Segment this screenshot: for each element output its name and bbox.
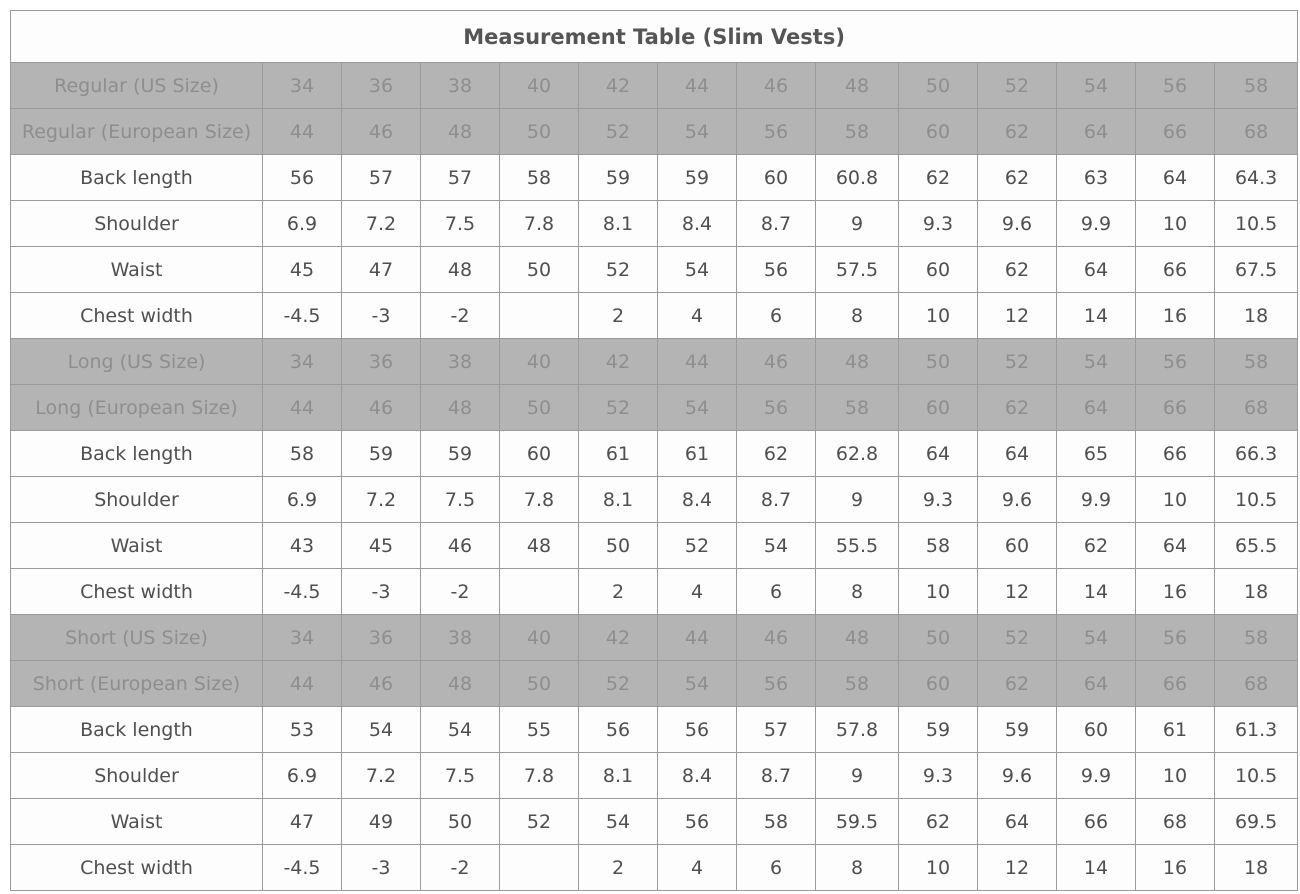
table-cell: 65.5 [1215, 523, 1298, 569]
table-cell: 52 [978, 63, 1057, 109]
table-cell: 9.3 [899, 201, 978, 247]
row-label: Waist [11, 799, 263, 845]
table-cell: 60 [899, 661, 978, 707]
table-cell: 64 [1136, 523, 1215, 569]
table-cell: 50 [500, 109, 579, 155]
table-cell: 48 [421, 247, 500, 293]
table-cell: -4.5 [263, 569, 342, 615]
table-cell: 58 [899, 523, 978, 569]
table-cell: 68 [1136, 799, 1215, 845]
table-cell: 64 [1057, 385, 1136, 431]
table-cell: 9.6 [978, 753, 1057, 799]
table-cell: 68 [1215, 109, 1298, 155]
table-cell: 64 [1057, 661, 1136, 707]
table-header-row [11, 661, 1298, 707]
table-cell: 52 [658, 523, 737, 569]
table-cell: 46 [737, 339, 816, 385]
table-cell: 56 [1136, 615, 1215, 661]
table-cell: 54 [658, 385, 737, 431]
table-cell: 7.8 [500, 477, 579, 523]
table-cell: 56 [737, 661, 816, 707]
table-cell: 52 [579, 661, 658, 707]
table-cell: 8.4 [658, 753, 737, 799]
table-cell: 61 [1136, 707, 1215, 753]
table-cell: 40 [500, 615, 579, 661]
table-cell: 61 [579, 431, 658, 477]
table-cell: 44 [263, 385, 342, 431]
row-label: Waist [11, 247, 263, 293]
table-cell: 18 [1215, 845, 1298, 891]
table-row [11, 845, 1298, 891]
table-cell: 58 [737, 799, 816, 845]
table-row [11, 569, 1298, 615]
table-cell: 62 [737, 431, 816, 477]
table-title-row [11, 11, 1298, 63]
table-cell: 62 [899, 155, 978, 201]
table-cell: 10.5 [1215, 201, 1298, 247]
table-cell: 68 [1215, 385, 1298, 431]
table-cell: 54 [658, 109, 737, 155]
table-cell: 56 [579, 707, 658, 753]
table-cell: 54 [421, 707, 500, 753]
table-row [11, 431, 1298, 477]
table-cell: 66.3 [1215, 431, 1298, 477]
table-cell: 12 [978, 569, 1057, 615]
table-cell: 50 [500, 247, 579, 293]
table-cell: -2 [421, 293, 500, 339]
table-cell: 59 [658, 155, 737, 201]
table-cell: 56 [658, 707, 737, 753]
table-cell: 54 [579, 799, 658, 845]
table-cell: 50 [899, 615, 978, 661]
table-cell: 42 [579, 615, 658, 661]
table-cell: 56 [1136, 63, 1215, 109]
table-cell: 66 [1136, 431, 1215, 477]
table-cell: 54 [1057, 63, 1136, 109]
table-header-row [11, 339, 1298, 385]
table-cell: 56 [658, 799, 737, 845]
table-cell: 59 [421, 431, 500, 477]
table-cell: 59 [579, 155, 658, 201]
table-row [11, 477, 1298, 523]
table-cell: 64 [1057, 109, 1136, 155]
table-cell: 50 [500, 661, 579, 707]
table-cell: 58 [816, 109, 899, 155]
table-cell: 48 [421, 385, 500, 431]
table-cell: 62 [978, 109, 1057, 155]
table-cell: 69.5 [1215, 799, 1298, 845]
table-cell: 9.6 [978, 477, 1057, 523]
table-cell: -3 [342, 845, 421, 891]
table-cell: 60 [500, 431, 579, 477]
table-cell: 68 [1215, 661, 1298, 707]
table-cell: 58 [1215, 615, 1298, 661]
table-cell: 6.9 [263, 753, 342, 799]
table-cell: 36 [342, 63, 421, 109]
table-cell: 56 [263, 155, 342, 201]
table-cell: 44 [263, 109, 342, 155]
row-label: Long (US Size) [11, 339, 263, 385]
row-label: Shoulder [11, 477, 263, 523]
table-row [11, 799, 1298, 845]
table-cell: 16 [1136, 845, 1215, 891]
table-cell: 62 [1057, 523, 1136, 569]
table-cell: 7.5 [421, 753, 500, 799]
table-cell: 8 [816, 845, 899, 891]
table-row [11, 523, 1298, 569]
table-cell: 18 [1215, 293, 1298, 339]
table-cell: 55.5 [816, 523, 899, 569]
table-cell: -4.5 [263, 845, 342, 891]
table-cell: 62 [978, 155, 1057, 201]
table-header-row [11, 615, 1298, 661]
table-cell: 9 [816, 477, 899, 523]
table-cell: 58 [816, 661, 899, 707]
table-cell: 44 [263, 661, 342, 707]
table-cell: 2 [579, 569, 658, 615]
table-cell: 62.8 [816, 431, 899, 477]
table-cell: 56 [737, 247, 816, 293]
table-cell: 54 [342, 707, 421, 753]
table-cell: 48 [500, 523, 579, 569]
table-cell: 7.8 [500, 201, 579, 247]
table-cell: 59.5 [816, 799, 899, 845]
row-label: Long (European Size) [11, 385, 263, 431]
table-cell: 10.5 [1215, 477, 1298, 523]
table-cell: 34 [263, 63, 342, 109]
table-cell: 46 [342, 661, 421, 707]
table-cell: 62 [978, 385, 1057, 431]
row-label: Chest width [11, 569, 263, 615]
table-cell: 57 [421, 155, 500, 201]
table-cell: 9.9 [1057, 477, 1136, 523]
table-cell: 66 [1136, 247, 1215, 293]
table-cell: 9 [816, 753, 899, 799]
table-row [11, 247, 1298, 293]
table-cell: 8.7 [737, 201, 816, 247]
table-cell: 52 [978, 339, 1057, 385]
table-cell: 45 [263, 247, 342, 293]
table-cell: 48 [816, 615, 899, 661]
table-cell: 60 [899, 385, 978, 431]
row-label: Shoulder [11, 753, 263, 799]
table-cell: 9.6 [978, 201, 1057, 247]
table-cell: 53 [263, 707, 342, 753]
table-cell: 54 [1057, 615, 1136, 661]
table-cell: 62 [899, 799, 978, 845]
table-cell: 48 [816, 63, 899, 109]
table-cell: 52 [579, 109, 658, 155]
table-cell: 7.5 [421, 201, 500, 247]
table-cell [500, 293, 579, 339]
table-cell: 54 [1057, 339, 1136, 385]
table-cell: 10 [1136, 201, 1215, 247]
row-label: Shoulder [11, 201, 263, 247]
table-cell: 10 [899, 293, 978, 339]
table-title: Measurement Table (Slim Vests) [11, 11, 1298, 63]
table-cell: 52 [579, 385, 658, 431]
table-cell: 62 [978, 661, 1057, 707]
table-row [11, 201, 1298, 247]
row-label: Chest width [11, 293, 263, 339]
table-cell: 6 [737, 293, 816, 339]
table-cell: 6 [737, 569, 816, 615]
table-cell: 64 [1057, 247, 1136, 293]
table-cell: 4 [658, 569, 737, 615]
table-cell: -3 [342, 569, 421, 615]
table-cell: 64 [978, 799, 1057, 845]
table-cell: 10 [1136, 477, 1215, 523]
table-cell: 64 [1136, 155, 1215, 201]
table-cell: 58 [263, 431, 342, 477]
table-cell: 46 [342, 385, 421, 431]
table-row [11, 155, 1298, 201]
table-row [11, 753, 1298, 799]
table-cell: 57.5 [816, 247, 899, 293]
table-cell: 62 [978, 247, 1057, 293]
table-row [11, 293, 1298, 339]
row-label: Back length [11, 707, 263, 753]
row-label: Regular (European Size) [11, 109, 263, 155]
table-cell: 38 [421, 615, 500, 661]
table-cell: 54 [658, 661, 737, 707]
table-cell: 66 [1136, 385, 1215, 431]
table-cell: 9.3 [899, 477, 978, 523]
table-cell: 64.3 [1215, 155, 1298, 201]
table-cell: 8.1 [579, 201, 658, 247]
table-cell: 14 [1057, 293, 1136, 339]
table-cell: 66 [1057, 799, 1136, 845]
table-cell: 10 [1136, 753, 1215, 799]
table-cell: 57 [737, 707, 816, 753]
table-row [11, 707, 1298, 753]
measurement-table [10, 10, 1298, 891]
table-cell: 60 [899, 247, 978, 293]
table-cell: 18 [1215, 569, 1298, 615]
table-cell: 67.5 [1215, 247, 1298, 293]
table-cell: 64 [978, 431, 1057, 477]
table-cell: 58 [1215, 339, 1298, 385]
table-cell: 38 [421, 63, 500, 109]
table-cell: 58 [500, 155, 579, 201]
table-cell: 57.8 [816, 707, 899, 753]
table-cell: 43 [263, 523, 342, 569]
table-cell: 60 [978, 523, 1057, 569]
table-cell: 8.7 [737, 477, 816, 523]
table-cell: 50 [899, 63, 978, 109]
table-cell: 14 [1057, 845, 1136, 891]
table-cell: 8.1 [579, 753, 658, 799]
table-cell: 44 [658, 63, 737, 109]
table-cell: 4 [658, 845, 737, 891]
table-cell: 48 [421, 661, 500, 707]
table-cell: 16 [1136, 293, 1215, 339]
table-cell: 59 [978, 707, 1057, 753]
table-cell: 46 [342, 109, 421, 155]
table-cell: 8.4 [658, 201, 737, 247]
table-cell: 46 [737, 615, 816, 661]
table-cell: 60.8 [816, 155, 899, 201]
row-label: Back length [11, 431, 263, 477]
table-cell: 50 [899, 339, 978, 385]
table-cell: 44 [658, 615, 737, 661]
row-label: Short (US Size) [11, 615, 263, 661]
table-cell: 56 [1136, 339, 1215, 385]
table-cell: 45 [342, 523, 421, 569]
table-cell: 60 [1057, 707, 1136, 753]
table-cell: -2 [421, 845, 500, 891]
table-cell: 50 [500, 385, 579, 431]
table-cell [500, 845, 579, 891]
table-cell: -2 [421, 569, 500, 615]
table-cell: 42 [579, 63, 658, 109]
table-header-row [11, 109, 1298, 155]
table-cell: 10 [899, 569, 978, 615]
table-cell: 54 [658, 247, 737, 293]
table-cell: 50 [579, 523, 658, 569]
table-cell: 8 [816, 293, 899, 339]
table-cell: 48 [421, 109, 500, 155]
table-cell [500, 569, 579, 615]
table-cell: 7.8 [500, 753, 579, 799]
table-cell: 57 [342, 155, 421, 201]
table-cell: 49 [342, 799, 421, 845]
table-cell: 34 [263, 615, 342, 661]
table-cell: 9 [816, 201, 899, 247]
table-cell: 55 [500, 707, 579, 753]
table-cell: 10 [899, 845, 978, 891]
table-cell: 9.3 [899, 753, 978, 799]
table-cell: 60 [737, 155, 816, 201]
table-cell: 4 [658, 293, 737, 339]
table-cell: 8 [816, 569, 899, 615]
table-cell: 56 [737, 109, 816, 155]
table-cell: 36 [342, 339, 421, 385]
row-label: Regular (US Size) [11, 63, 263, 109]
table-cell: 58 [1215, 63, 1298, 109]
table-cell: 59 [342, 431, 421, 477]
table-cell: 7.2 [342, 477, 421, 523]
table-cell: 66 [1136, 661, 1215, 707]
table-cell: 61 [658, 431, 737, 477]
table-cell: 46 [737, 63, 816, 109]
table-cell: 14 [1057, 569, 1136, 615]
table-cell: 8.7 [737, 753, 816, 799]
table-cell: 36 [342, 615, 421, 661]
table-cell: 59 [899, 707, 978, 753]
table-cell: 7.2 [342, 753, 421, 799]
table-cell: 40 [500, 63, 579, 109]
table-cell: 6 [737, 845, 816, 891]
table-header-row [11, 385, 1298, 431]
row-label: Chest width [11, 845, 263, 891]
table-cell: 54 [737, 523, 816, 569]
table-cell: 8.1 [579, 477, 658, 523]
table-cell: 7.2 [342, 201, 421, 247]
table-cell: 60 [899, 109, 978, 155]
table-cell: 7.5 [421, 477, 500, 523]
row-label: Back length [11, 155, 263, 201]
row-label: Waist [11, 523, 263, 569]
table-cell: -3 [342, 293, 421, 339]
table-cell: 61.3 [1215, 707, 1298, 753]
table-cell: 9.9 [1057, 753, 1136, 799]
table-cell: 42 [579, 339, 658, 385]
table-cell: 52 [978, 615, 1057, 661]
table-cell: 34 [263, 339, 342, 385]
table-cell: 56 [737, 385, 816, 431]
table-cell: 66 [1136, 109, 1215, 155]
table-cell: 52 [500, 799, 579, 845]
table-cell: 47 [263, 799, 342, 845]
table-cell: -4.5 [263, 293, 342, 339]
table-header-row [11, 63, 1298, 109]
table-cell: 16 [1136, 569, 1215, 615]
table-cell: 40 [500, 339, 579, 385]
table-cell: 63 [1057, 155, 1136, 201]
table-cell: 47 [342, 247, 421, 293]
table-cell: 12 [978, 845, 1057, 891]
table-cell: 6.9 [263, 201, 342, 247]
table-cell: 2 [579, 293, 658, 339]
table-cell: 9.9 [1057, 201, 1136, 247]
row-label: Short (European Size) [11, 661, 263, 707]
table-cell: 44 [658, 339, 737, 385]
table-cell: 64 [899, 431, 978, 477]
table-cell: 65 [1057, 431, 1136, 477]
table-cell: 52 [579, 247, 658, 293]
table-cell: 8.4 [658, 477, 737, 523]
table-cell: 38 [421, 339, 500, 385]
table-cell: 58 [816, 385, 899, 431]
table-cell: 12 [978, 293, 1057, 339]
table-cell: 46 [421, 523, 500, 569]
table-cell: 6.9 [263, 477, 342, 523]
table-cell: 48 [816, 339, 899, 385]
table-cell: 50 [421, 799, 500, 845]
table-cell: 2 [579, 845, 658, 891]
table-cell: 10.5 [1215, 753, 1298, 799]
